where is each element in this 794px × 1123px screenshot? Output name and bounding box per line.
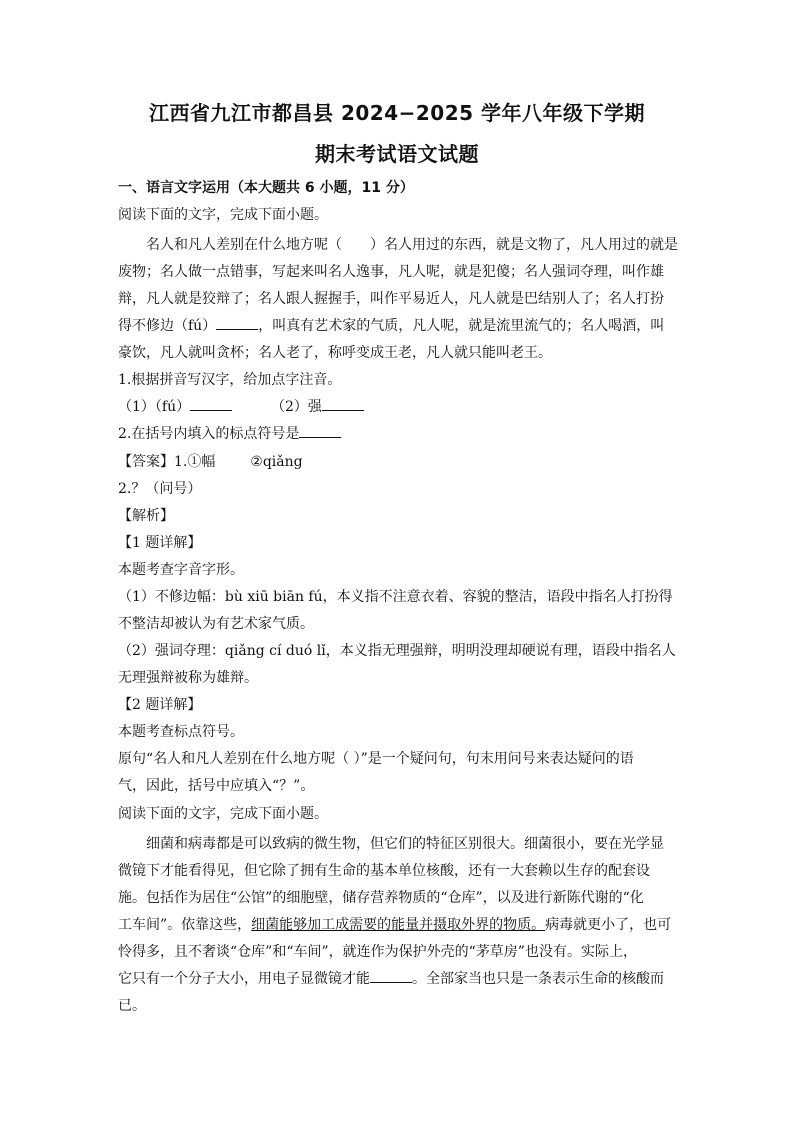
instruction: 阅读下面的文字，完成下面小题。 [118, 806, 328, 822]
detail-line: 本题考查标点符号。 [118, 724, 244, 740]
passage-text: 得不修边（fú） [118, 318, 217, 334]
section-heading: 一、语言文字运用（本大题共 6 小题，11 分） [118, 180, 414, 196]
passage-line: 名人和凡人差别在什么地方呢（ ）名人用过的东西，就是文物了，凡人用过的就是 [146, 237, 678, 253]
question-2-text: 2.在括号内填入的标点符号是 [118, 426, 300, 442]
passage-line [118, 317, 678, 335]
detail-line: 无理强辩被称为雄辩。 [118, 670, 258, 686]
detail-line: 本题考查字音字形。 [118, 562, 244, 578]
fill-blank [190, 398, 232, 411]
fill-blank [299, 425, 341, 438]
passage-line: 辩，凡人就是狡辩了；名人跟人握握手，叫作平易近人，凡人就是巴结别人了；名人打扮 [118, 291, 664, 307]
answer-1b: ②qiǎng [250, 454, 303, 470]
passage-line [118, 970, 678, 988]
passage-text: 工车间”。依靠这些， [118, 917, 252, 933]
detail-line: 气，因此，括号中应填入“？”。 [118, 778, 315, 794]
underlined-sentence: 细菌能够加工成需要的能量并摄取外界的物质。 [251, 917, 546, 933]
passage-line: 施。包括作为居住“公馆”的细胞壁，储存营养物质的“仓库”，以及进行新陈代谢的“化 [118, 890, 644, 906]
detail-line: （1）不修边幅：bù xiū biān fú，本义指不注意衣着、容貌的整洁，语段中指名人打扮得 [118, 589, 673, 605]
passage-line: 废物；名人做一点错事，写起来叫名人逸事，凡人呢，就是犯傻；名人强词夺理，叫作雄 [118, 264, 664, 280]
passage-text: 病毒就更小了，也可 [545, 917, 672, 933]
passage-text: ，叫真有艺术家的气质，凡人呢，就是流里流气的；名人喝酒，叫 [258, 318, 665, 334]
fill-blank [322, 398, 364, 411]
fill-blank [370, 970, 412, 983]
passage-line [118, 916, 678, 934]
answer-label: 【答案】 [118, 454, 174, 470]
passage-line: 已。 [118, 998, 146, 1014]
question-2 [118, 425, 678, 443]
question-1-parts [118, 398, 678, 416]
document-title-line1: 江西省九江市都昌县 2024−2025 学年八年级下学期 [148, 101, 645, 125]
question-1-part-2: （2）强 [271, 399, 322, 415]
passage-text: 。全部家当也只是一条表示生命的核酸而 [412, 971, 664, 987]
analysis-label: 【解析】 [118, 508, 174, 524]
passage-line: 怜得多，且不奢谈“仓库”和“车间”，就连作为保护外壳的“茅草房”也没有。实际上， [118, 944, 637, 960]
detail-2-label: 【2 题详解】 [118, 697, 202, 713]
detail-1-label: 【1 题详解】 [118, 535, 202, 551]
question-1-part-1: （1）（fú） [118, 399, 191, 415]
passage-line: 豪饮，凡人就叫贪杯；名人老了，称呼变成王老，凡人就只能叫老王。 [118, 345, 552, 361]
answer-1a: 1.①幅 [174, 454, 216, 470]
detail-line: 不整洁却被认为有艺术家气质。 [118, 616, 314, 632]
answer-line [118, 453, 678, 471]
document-title-line2: 期末考试语文试题 [315, 142, 479, 166]
instruction: 阅读下面的文字，完成下面小题。 [118, 207, 328, 223]
passage-text: 它只有一个分子大小，用电子显微镜才能 [118, 971, 370, 987]
detail-line: （2）强词夺理：qiǎng cí duó lǐ，本义指无理强辩，明明没理却硬说有理，语段中指名人 [118, 643, 676, 659]
passage-line: 微镜下才能看得见，但它除了拥有生命的基本单位核酸，还有一大套赖以生存的配套设 [118, 863, 650, 879]
detail-line: 原句“名人和凡人差别在什么地方呢（ ）”是一个疑问句，句末用问号来表达疑问的语 [118, 751, 634, 767]
question-1: 1.根据拼音写汉字，给加点字注音。 [118, 372, 342, 388]
fill-blank [216, 317, 258, 330]
passage-line: 细菌和病毒都是可以致病的微生物，但它们的特征区别很大。细菌很小，要在光学显 [146, 836, 664, 852]
answer-2: 2.？（问号） [118, 481, 202, 497]
